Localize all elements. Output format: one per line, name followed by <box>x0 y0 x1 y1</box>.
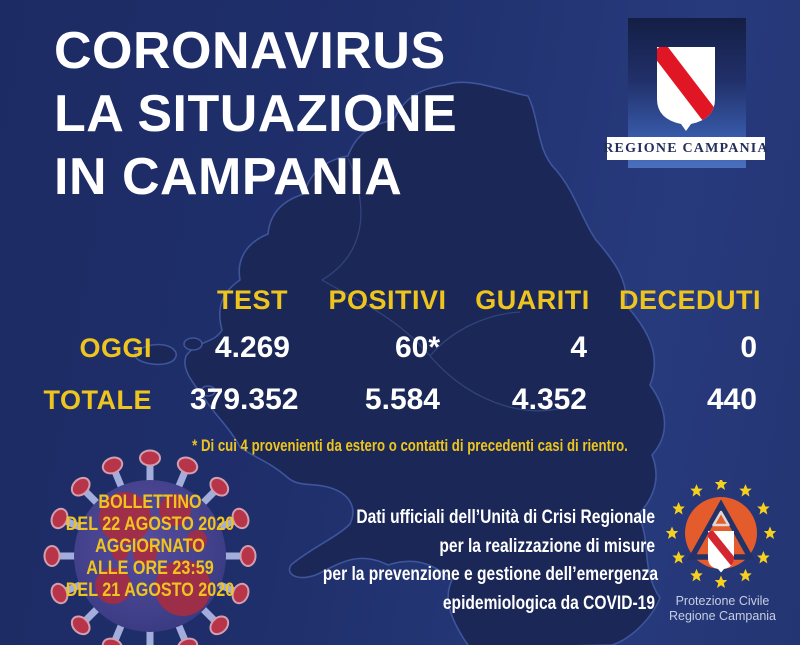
title-line: IN CAMPANIA <box>54 148 403 206</box>
row-label-totale: TOTALE <box>43 385 152 415</box>
col-header-guariti: GUARITI <box>475 285 590 315</box>
cell-oggi-guariti: 4 <box>570 331 587 364</box>
title-line: CORONAVIRUS <box>54 22 446 80</box>
protezione-civile-logo <box>665 480 777 594</box>
official-note-line: per la prevenzione e gestione dell’emergenza <box>322 564 658 585</box>
regione-campania-label: REGIONE CAMPANIA <box>603 140 769 156</box>
pc-caption-line: Regione Campania <box>668 608 776 623</box>
cell-oggi-deceduti: 0 <box>740 331 757 364</box>
bulletin-line: BOLLETTINO <box>98 492 202 513</box>
bulletin-line: DEL 21 AGOSTO 2020 <box>65 580 235 601</box>
page-title <box>54 20 457 209</box>
cell-totale-deceduti: 440 <box>706 383 757 416</box>
stats-table <box>0 278 775 426</box>
pc-caption-line: Protezione Civile <box>675 594 770 608</box>
official-note-line: per la realizzazione di misure <box>439 535 655 557</box>
bulletin-line: ALLE ORE 23:59 <box>86 558 214 579</box>
official-note-line: Dati ufficiali dell’Unità di Crisi Regionale <box>356 507 655 528</box>
bulletin-line: AGGIORNATO <box>95 536 205 557</box>
col-header-positivi: POSITIVI <box>328 285 447 315</box>
table-corner <box>0 278 190 322</box>
col-header-deceduti: DECEDUTI <box>618 285 761 315</box>
official-data-note <box>322 504 658 618</box>
title-line: LA SITUAZIONE <box>54 85 458 143</box>
col-header-test: TEST <box>216 285 288 315</box>
cell-oggi-positivi: 60* <box>394 331 440 364</box>
protezione-civile-caption <box>640 594 800 623</box>
regione-campania-caption <box>603 137 769 160</box>
cell-totale-guariti: 4.352 <box>511 383 587 416</box>
bulletin-line: DEL 22 AGOSTO 2020 <box>65 514 235 535</box>
bulletin-date <box>44 492 257 602</box>
footnote: * Di cui 4 provenienti da estero o contatti di precedenti casi di rientro. <box>192 437 628 455</box>
official-note-line: epidemiologica da COVID-19 <box>442 592 655 614</box>
row-label-oggi: OGGI <box>79 333 152 363</box>
cell-oggi-test: 4.269 <box>214 331 290 364</box>
cell-totale-test: 379.352 <box>190 383 299 416</box>
protezione-civile-icon <box>665 480 777 594</box>
cell-totale-positivi: 5.584 <box>364 383 440 416</box>
